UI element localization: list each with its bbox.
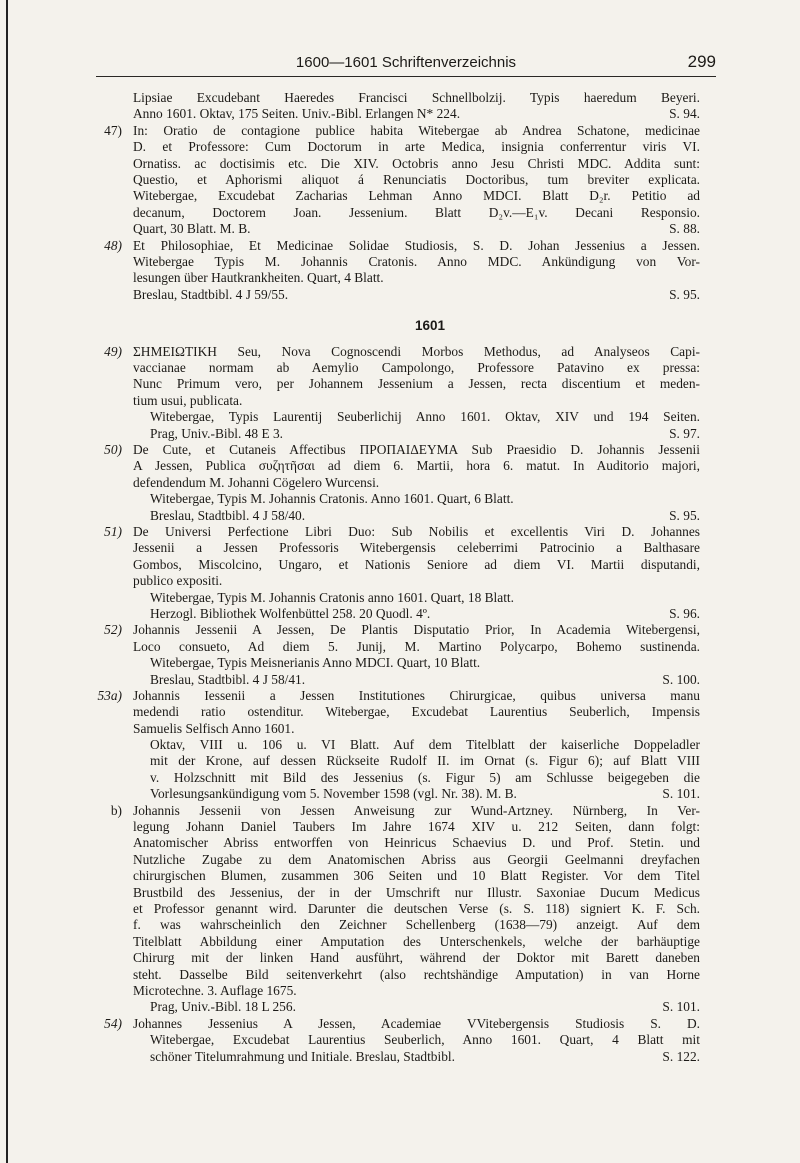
entry-line: v. Holzschnitt mit Bild des Jessenius (s. Figur 5) am Schlusse beigegeben die xyxy=(150,769,700,785)
bibliography-entry xyxy=(104,441,700,524)
entry-line: Nunc Primum vero, per Johannem Jessenium a Jessen, recta discentium et meden- xyxy=(133,376,700,392)
entry-line: Gombos, Miscolcino, Ungaro, et Nationis Seniore ad diem VI. Martii disputandi, xyxy=(133,556,700,572)
page-reference: S. 97. xyxy=(669,425,700,441)
running-header xyxy=(96,52,716,77)
entry-line xyxy=(133,999,700,1015)
entry-line: Witebergae, Typis M. Johannis Cratonis anno 1601. Quart, 18 Blatt. xyxy=(150,589,514,605)
line-text: Herzogl. Bibliothek Wolfenbüttel 258. 20 Quodl. 4º. xyxy=(150,605,431,621)
page-reference: S. 95. xyxy=(669,507,700,523)
page-number: 299 xyxy=(687,52,716,71)
page-reference: S. 95. xyxy=(669,286,700,302)
entry-line xyxy=(133,508,700,524)
page-reference: S. 101. xyxy=(662,786,700,802)
entry-line: Loco consueto, Ad diem 5. Junij, M. Martino Polycarpo, Bohemo sustinenda. xyxy=(133,638,700,654)
entry-line: Ornatiss. ac doctisimis etc. Die XIV. Octobris anno Jesu Christi MDC. Addita sunt: xyxy=(133,155,700,171)
entry-line: In: Oratio de contagione publice habita Witebergae ab Andrea Schatone, medicinae xyxy=(133,122,700,138)
bibliography-entry xyxy=(104,122,700,238)
entry-line: Nutzliche Zugabe zu dem Anatomischen Abriss aus Georgii Geelmanni dreyfachen xyxy=(133,851,700,867)
entry-line: Witebergae, Typis Meisnerianis Anno MDCI. Quart, 10 Blatt. xyxy=(150,655,481,671)
bibliography-entry xyxy=(110,802,700,1016)
entry-number: 47) xyxy=(104,122,122,138)
entry-line: Questio, et Aphorismi aliquot á Renunciatis Doctoribus, tum breviter explicata. xyxy=(133,171,700,187)
entry-line: Titelblatt Abbildung einer Amputation des Unterschenkels, welche der barhäuptige xyxy=(133,933,700,949)
line-text: Breslau, Stadtbibl. 4 J 58/41. xyxy=(150,671,306,687)
running-title: 1600—1601 Schriftenverzeichnis xyxy=(295,54,517,71)
entry-line: mit der Krone, auf dessen Rückseite Rudolf II. im Ornat (s. Figur 6); auf Blatt VIII xyxy=(150,753,700,769)
entry-line: decanum, Doctorem Joan. Jessenium. Blatt D₂v.—E₁v. Decani Responsio. xyxy=(133,204,700,220)
bibliography-entry xyxy=(133,90,700,123)
page-reference: S. 122. xyxy=(662,1048,700,1064)
entry-line: Witebergae, Excudebat Zacharias Lehman Anno MDCI. Blatt D₂r. Petitio ad xyxy=(133,188,700,204)
entry-line: Microtechne. 3. Auflage 1675. xyxy=(133,982,297,998)
entry-line: Anatomischer Abriss entworffen von Heinricus Schaevius D. und Prof. Stetin. und xyxy=(133,835,700,851)
entry-line xyxy=(133,221,700,237)
entry-line: De Cute, et Cutaneis Affectibus ΠΡΟΠΑΙΔΕΥΜΑ Sub Praesidio D. Johannis Jessenii xyxy=(133,441,700,457)
entry-line: Johannes Jessenius A Jessen, Academiae VVitebergensis Studiosis S. D. xyxy=(133,1015,700,1031)
entry-line: et Professor genannt wird. Darunter die deutschen Verse (s. S. 118) signiert K. F. Sch. xyxy=(133,901,700,917)
entry-line: steht. Dasselbe Bild seitenverkehrt (also rechtshändige Amputation) in van Horne xyxy=(133,966,700,982)
entry-number: b) xyxy=(110,802,122,818)
line-text: Anno 1601. Oktav, 175 Seiten. Univ.-Bibl. Erlangen N* 224. xyxy=(133,106,461,122)
entry-line xyxy=(133,426,700,442)
bibliography-entry xyxy=(104,1015,700,1065)
entry-line: Oktav, VIII u. 106 u. VI Blatt. Auf dem Titelblatt der kaiserliche Doppeladler xyxy=(150,737,700,753)
entry-line xyxy=(133,606,700,622)
entry-line xyxy=(133,786,700,802)
page-reference: S. 94. xyxy=(669,106,700,122)
entry-line: Johannis Jessenii von Jessen Anweisung zur Wund-Artzney. Nürnberg, In Ver- xyxy=(133,802,700,818)
entry-line: tium usui, publicata. xyxy=(133,392,243,408)
entry-line: medendi ratio ostenditur. Witebergae, Excudebat Laurentius Seuberlich, Impensis xyxy=(133,704,700,720)
entry-number: 50) xyxy=(104,441,122,457)
entry-line: Lipsiae Excudebant Haeredes Francisci Schnellbolzij. Typis haeredum Beyeri. xyxy=(133,90,700,105)
entry-line: Et Philosophiae, Et Medicinae Solidae Studiosis, S. D. Johan Jessenius a Jessen. xyxy=(133,237,700,253)
bibliography-entry xyxy=(97,687,700,803)
entry-line: chirurgischen Blumen, zusammen 306 Seiten und 10 Blatt Register. Vor dem Titel xyxy=(133,868,700,884)
entry-line: Witebergae, Typis M. Johannis Cratonis. Anno 1601. Quart, 6 Blatt. xyxy=(150,491,514,507)
entry-number: 53a) xyxy=(97,687,122,703)
page-reference: S. 100. xyxy=(662,671,700,687)
entry-number: 51) xyxy=(104,523,122,539)
line-text: Quart, 30 Blatt. M. B. xyxy=(133,221,251,237)
bibliography-entry xyxy=(104,343,700,442)
line-text: schöner Titelumrahmung und Initiale. Breslau, Stadtbibl. xyxy=(150,1048,455,1064)
entry-line: defendendum M. Johanni Cögelero Wurcensi. xyxy=(133,474,380,490)
year-heading: 1601 xyxy=(414,318,446,334)
entry-line: Brustbild des Jessenius, der in der Umschrift nur Illustr. Saxoniae Ducum Medicus xyxy=(133,884,700,900)
line-text: Prag, Univ.-Bibl. 18 L 256. xyxy=(150,999,296,1015)
entry-line: legung Johann Daniel Taubers Im Jahre 1674 XIV u. 212 Seiten, dann folgt: xyxy=(133,819,700,835)
entry-number: 52) xyxy=(104,622,122,638)
entry-line: Jessenii a Jessen Professoris Witebergensis celeberrimi Patrocinio a Balthasare xyxy=(133,540,700,556)
line-text: Breslau, Stadtbibl. 4 J 59/55. xyxy=(133,286,289,302)
entry-line xyxy=(133,1049,700,1065)
line-text: Prag, Univ.-Bibl. 48 E 3. xyxy=(150,425,284,441)
entry-line: Witebergae, Typis Laurentij Seuberlichij Anno 1601. Oktav, XIV und 194 Seiten. xyxy=(150,409,700,425)
entry-line: Samuelis Selfisch Anno 1601. xyxy=(133,720,295,736)
page-reference: S. 101. xyxy=(662,999,700,1015)
entry-line xyxy=(133,672,700,688)
entry-line: De Universi Perfectione Libri Duo: Sub Nobilis et excellentis Viri D. Johannes xyxy=(133,523,700,539)
page-reference: S. 96. xyxy=(669,605,700,621)
entry-line xyxy=(133,106,700,122)
entry-line: Johannis Iessenii a Jessen Institutiones Chirurgicae, quibus universa manu xyxy=(133,687,700,703)
entry-number: 48) xyxy=(104,237,122,253)
bibliography-entry xyxy=(104,523,700,622)
entry-line: Chirurg mit der linken Hand ausführt, während der Doktor mit Barett daneben xyxy=(133,950,700,966)
entry-line xyxy=(133,287,700,303)
bibliography-entry xyxy=(104,622,700,688)
bibliography-body xyxy=(0,90,800,1065)
entry-line: Witebergae, Excudebat Laurentius Seuberlich, Anno 1601. Quart, 4 Blatt mit xyxy=(150,1032,700,1048)
entry-line: ΣΗΜΕΙΩΤΙΚΗ Seu, Nova Cognoscendi Morbos Methodus, ad Analyseos Capi- xyxy=(133,343,700,359)
bibliography-entry xyxy=(104,237,700,304)
entry-line: Witebergae Typis M. Johannis Cratonis. Anno MDC. Ankündigung von Vor- xyxy=(133,253,700,269)
entry-line: f. was wahrscheinlich den Zeichner Schellenberg (1638—79) anzeigt. Auf dem xyxy=(133,917,700,933)
entry-line: lesungen über Hautkrankheiten. Quart, 4 Blatt. xyxy=(133,270,384,286)
entry-number: 49) xyxy=(104,343,122,359)
entry-line: Johannis Jessenii A Jessen, De Plantis Disputatio Prior, In Academia Witebergensi, xyxy=(133,622,700,638)
entry-number: 54) xyxy=(104,1015,122,1031)
entry-line: A Jessen, Publica συζητῆσαι ad diem 6. Martii, hora 6. matut. In Auditorio majori, xyxy=(133,458,700,474)
line-text: Breslau, Stadtbibl. 4 J 58/40. xyxy=(150,507,306,523)
entry-line: publico expositi. xyxy=(133,573,223,589)
entry-line: vaccianae normam ab Aemylio Campolongo, Professore Patavino ex pressa: xyxy=(133,359,700,375)
page-reference: S. 88. xyxy=(669,221,700,237)
entry-line: D. et Professore: Cum Doctorum in arte Medica, insignia conferrentur viris VI. xyxy=(133,139,700,155)
line-text: Vorlesungsankündigung vom 5. November 1598 (vgl. Nr. 38). M. B. xyxy=(150,786,517,802)
